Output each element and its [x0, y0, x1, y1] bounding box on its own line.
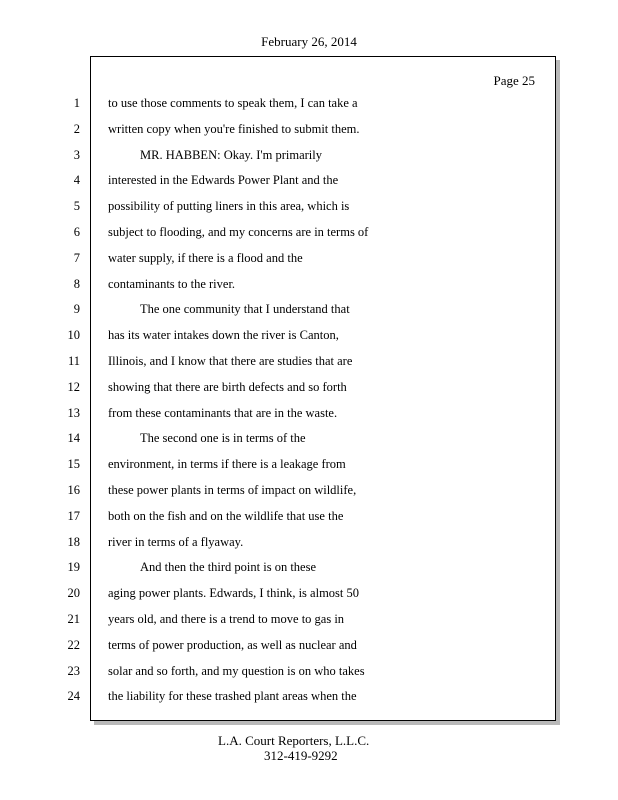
transcript-line: both on the fish and on the wildlife that use the: [108, 508, 344, 523]
line-number: 14: [67, 431, 80, 446]
transcript-line: environment, in terms if there is a leakage from: [108, 457, 346, 472]
transcript-line: water supply, if there is a flood and the: [108, 250, 303, 265]
transcript-line: to use those comments to speak them, I can take a: [108, 96, 358, 110]
line-number: 19: [67, 560, 80, 575]
transcript-line: The one community that I understand that: [140, 302, 350, 317]
line-number: 4: [73, 173, 80, 188]
transcript-line: river in terms of a flyaway.: [108, 534, 244, 549]
line-number: 1: [73, 96, 80, 110]
footer-phone-number: 312-419-9292: [264, 748, 338, 763]
line-number: 13: [67, 405, 80, 420]
line-number: 10: [67, 328, 80, 343]
transcript-line: written copy when you're finished to submit them.: [108, 121, 360, 136]
transcript-body: [108, 91, 548, 710]
transcript-line: these power plants in terms of impact on wildlife,: [108, 482, 357, 497]
transcript-line: Illinois, and I know that there are studies that are: [108, 353, 353, 368]
line-number: 21: [67, 611, 80, 626]
transcript-line: from these contaminants that are in the waste.: [108, 405, 338, 420]
line-number: 20: [67, 586, 80, 601]
transcript-line: solar and so forth, and my question is on who takes: [108, 663, 365, 678]
line-number: 2: [73, 121, 80, 136]
line-number: 7: [73, 250, 80, 265]
transcript-line: has its water intakes down the river is Canton,: [108, 328, 339, 343]
transcript-line: contaminants to the river.: [108, 276, 236, 291]
footer-company-name: L.A. Court Reporters, L.L.C.: [218, 733, 370, 748]
transcript-line: years old, and there is a trend to move to gas in: [108, 611, 345, 626]
line-number: 15: [67, 457, 80, 472]
transcript-line: the liability for these trashed plant areas when the: [108, 689, 357, 704]
page-number: Page 25: [493, 73, 535, 88]
transcript-line: interested in the Edwards Power Plant and the: [108, 173, 339, 188]
transcript-line: And then the third point is on these: [140, 560, 317, 575]
line-number: 3: [73, 147, 80, 162]
transcript-line: possibility of putting liners in this area, which is: [108, 199, 350, 214]
transcript-line: MR. HABBEN: Okay. I'm primarily: [140, 147, 322, 162]
transcript-line: The second one is in terms of the: [140, 431, 306, 446]
line-number: 18: [67, 534, 80, 549]
transcript-line: subject to flooding, and my concerns are in terms of: [108, 224, 369, 239]
line-number: 17: [67, 508, 80, 523]
transcript-line: aging power plants. Edwards, I think, is almost 50: [108, 586, 360, 601]
line-number: 16: [67, 482, 80, 497]
line-number: 8: [73, 276, 80, 291]
line-number: 22: [67, 637, 80, 652]
line-number: 12: [67, 379, 80, 394]
line-number: 24: [67, 689, 80, 704]
line-number: 11: [67, 353, 80, 368]
header-date: February 26, 2014: [261, 34, 357, 49]
line-number-column: [0, 91, 82, 710]
line-number: 23: [67, 663, 80, 678]
line-number: 9: [73, 302, 80, 317]
line-number: 6: [73, 224, 80, 239]
transcript-line: terms of power production, as well as nuclear and: [108, 637, 357, 652]
transcript-line: showing that there are birth defects and so forth: [108, 379, 347, 394]
line-number: 5: [73, 199, 80, 214]
